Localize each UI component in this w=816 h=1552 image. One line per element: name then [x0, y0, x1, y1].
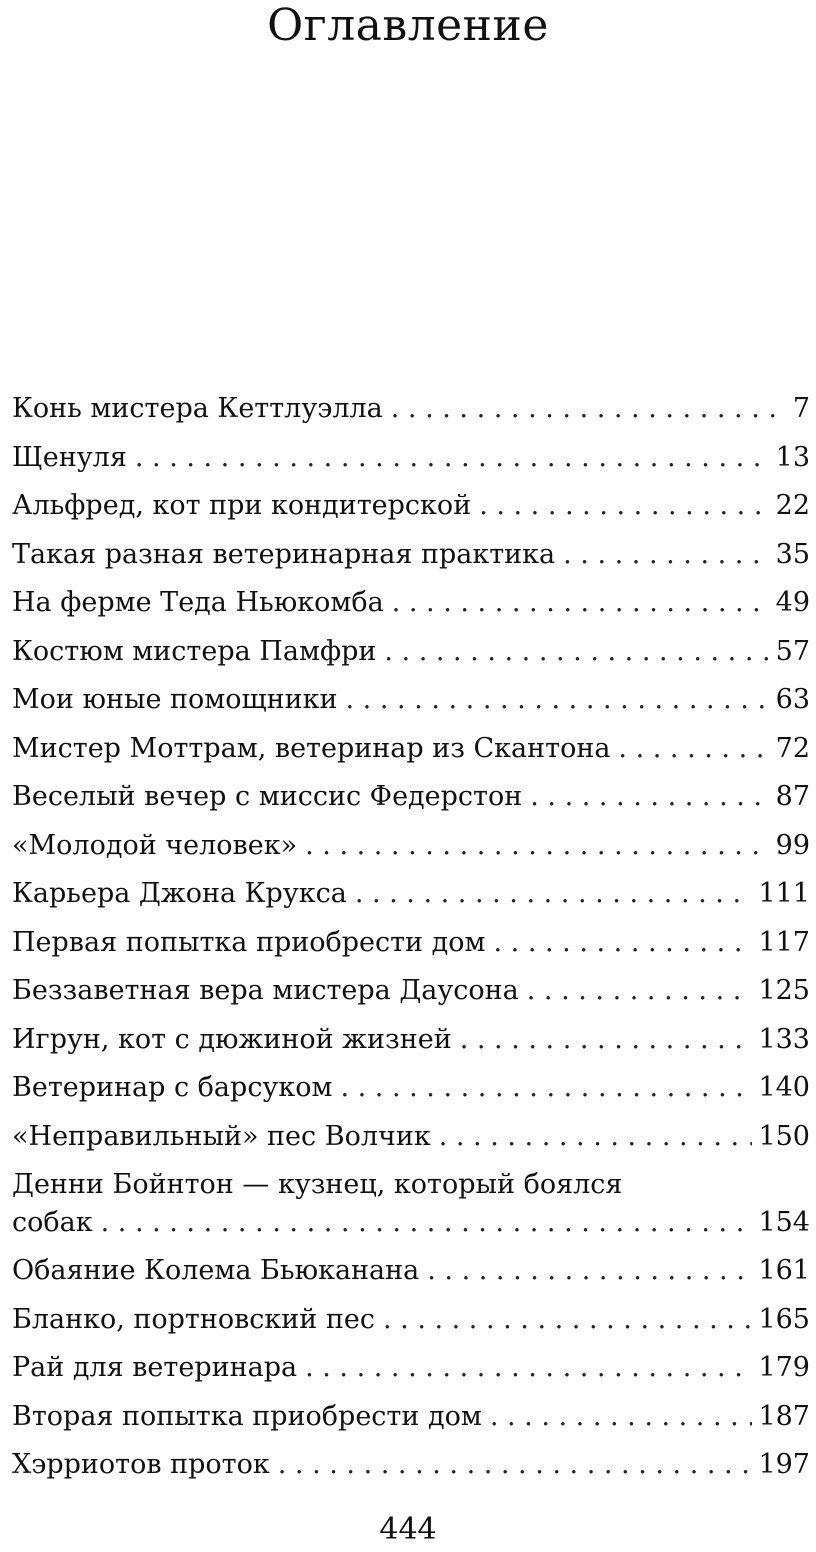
dot-leader: [490, 1393, 753, 1442]
toc-entry-title: Мои юные помощники: [12, 684, 338, 715]
toc-entry: [12, 822, 810, 871]
toc-entry-page: 111: [758, 878, 810, 909]
dot-leader: [460, 1016, 753, 1065]
toc-entry-title: «Неправильный» пес Волчик: [12, 1120, 431, 1152]
dot-leader: [527, 967, 753, 1016]
toc-entry: [12, 676, 810, 725]
toc-entry-page: 87: [775, 781, 810, 812]
toc-entry-page: 117: [758, 926, 810, 958]
toc-entry-page: 49: [775, 587, 810, 618]
toc-entry-title: На ферме Теда Ньюкомба: [12, 587, 384, 618]
dot-leader: [391, 385, 787, 434]
dot-leader: [101, 1204, 753, 1242]
toc-entry-title: Первая попытка приобрести дом: [12, 926, 486, 958]
toc-entry-page: 165: [758, 1303, 810, 1335]
toc-entry-page: 161: [758, 1255, 810, 1286]
toc-entry: [12, 1393, 810, 1442]
toc-entry: [12, 773, 810, 822]
toc-entry-title: Рай для ветеринара: [12, 1352, 298, 1383]
toc-entry: [12, 434, 810, 483]
toc-entry-title: Ветеринар с барсуком: [12, 1072, 333, 1103]
toc-entry: [12, 579, 810, 628]
toc-entry-title: Карьера Джона Крукса: [12, 878, 347, 909]
dot-leader: [494, 919, 753, 968]
toc-entry: [12, 870, 810, 919]
toc-entry: [12, 1344, 810, 1393]
toc-entry-page: 63: [775, 684, 810, 715]
toc-entry-page: 140: [758, 1072, 810, 1103]
toc-entry-page: 22: [775, 490, 810, 521]
dot-leader: [340, 1064, 752, 1113]
toc-entry-page: 133: [758, 1023, 810, 1055]
toc-entry: [12, 385, 810, 434]
toc-entry-page: 13: [775, 441, 810, 473]
dot-leader: [439, 1113, 753, 1162]
table-of-contents: [12, 385, 810, 1490]
page-title: Оглавление: [267, 0, 549, 51]
toc-entry: [12, 1161, 810, 1247]
toc-entry-page: 179: [758, 1352, 810, 1383]
toc-entry: [12, 725, 810, 774]
toc-entry-page: 72: [775, 732, 810, 764]
toc-entry-title: Такая разная ветеринарная практика: [12, 538, 556, 570]
dot-leader: [618, 725, 769, 774]
toc-entry: [12, 967, 810, 1016]
toc-entry-title: Беззаветная вера мистера Даусона: [12, 975, 519, 1006]
toc-entry-title: Альфред, кот при кондитерской: [12, 490, 472, 521]
toc-entry: [12, 482, 810, 531]
toc-entry: [12, 628, 810, 677]
toc-entry-title-line2: собак: [12, 1207, 93, 1238]
dot-leader: [305, 1344, 752, 1393]
toc-entry-title: Костюм мистера Памфри: [12, 635, 377, 667]
toc-entry-title: «Молодой человек»: [12, 829, 298, 861]
toc-entry-page: 7: [792, 393, 810, 424]
dot-leader: [479, 482, 769, 531]
toc-entry: [12, 1064, 810, 1113]
dot-leader: [355, 870, 753, 919]
dot-leader: [278, 1441, 753, 1490]
toc-entry-page: 125: [758, 975, 810, 1006]
dot-leader: [563, 531, 770, 580]
toc-entry-title: Обаяние Колема Бьюканана: [12, 1255, 420, 1286]
toc-entry-title: Игрун, кот с дюжиной жизней: [12, 1023, 452, 1055]
dot-leader: [392, 579, 770, 628]
toc-entry: [12, 1016, 810, 1065]
toc-entry-title-line1: Денни Бойнтон — кузнец, который боялся: [12, 1169, 623, 1200]
toc-entry-page: 187: [758, 1400, 810, 1432]
dot-leader: [427, 1247, 752, 1296]
toc-entry-title: Вторая попытка приобрести дом: [12, 1400, 482, 1432]
toc-entry: [12, 531, 810, 580]
page-number: 444: [379, 1512, 437, 1547]
toc-entry-title: Конь мистера Кеттлуэлла: [12, 393, 383, 424]
dot-leader: [346, 676, 770, 725]
toc-entry: [12, 1441, 810, 1490]
dot-leader: [530, 773, 769, 822]
toc-entry: [12, 1113, 810, 1162]
toc-entry: [12, 1296, 810, 1345]
toc-entry-page: 35: [775, 538, 810, 570]
toc-entry-title: Щенуля: [12, 441, 127, 473]
dot-leader: [383, 1296, 752, 1345]
dot-leader: [384, 628, 769, 677]
toc-entry-title: Хэрриотов проток: [12, 1449, 270, 1480]
toc-entry-page: 150: [758, 1120, 810, 1152]
toc-entry-title: Веселый вечер с миссис Федерстон: [12, 781, 523, 812]
toc-entry-page: 154: [758, 1207, 810, 1238]
toc-entry-page: 99: [775, 829, 810, 861]
toc-entry-title: Бланко, портновский пес: [12, 1303, 375, 1335]
toc-entry-page: 197: [758, 1449, 810, 1480]
toc-entry: [12, 1247, 810, 1296]
dot-leader: [135, 434, 770, 483]
toc-entry-page: 57: [775, 635, 810, 667]
toc-entry: [12, 919, 810, 968]
toc-entry-title: Мистер Моттрам, ветеринар из Скантона: [12, 732, 611, 764]
dot-leader: [305, 822, 770, 871]
